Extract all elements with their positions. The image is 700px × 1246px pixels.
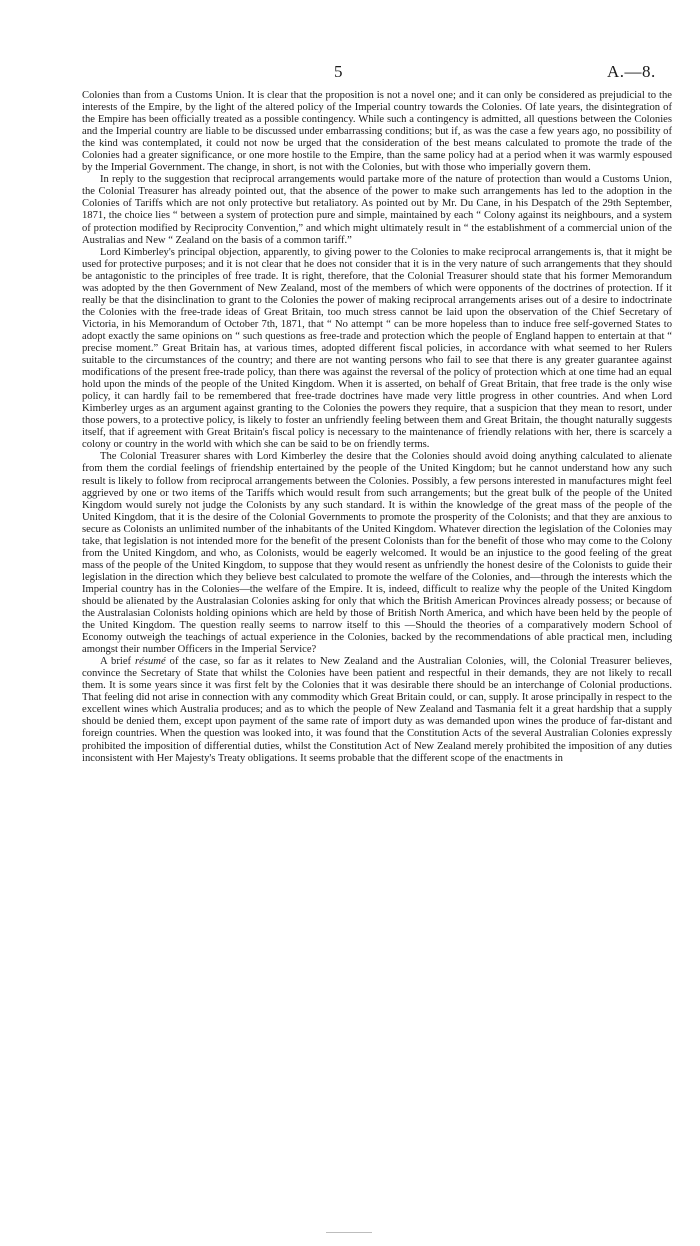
paragraph-5-italic: résumé [135,656,166,668]
paragraph-4: The Colonial Treasurer shares with Lord Kimberley the desire that the Colonies should avoid doing anything calculated to alienate from them the cordial feelings of friendship entertained by the people of the United Kingdom; but he cannot understand how any such result is likely to follow from reciprocal arrangements between the Colonies. Possibly, a few persons interested in manufactures might feel aggrieved by one or two items of the Tariffs which would result from such arrangements; but the great bulk of the people of the United Kingdom would surely not judge the Colonists by any such standard. It is within the knowledge of the great mass of the people of the United Kingdom, that it is the desire of the Colonial Governments to promote the prosperity of the Colonists; and that they are anxious to secure as Colonists an unlimited number of the inhabitants of the United Kingdom. Whatever direction the legislation of the Colonies may take, that legislation is not intended more for the benefit of the present Colonists than for the benefit of those who may come to the Colony from the United Kingdom, and who, as Colonists, would be eagerly welcomed. It would be an injustice to the good feeling of the great mass of the people of the United Kingdom, to suppose that they would resent as unfriendly the honest desire of the Colonists to guide their legislation in the direction which they believe best calculated to promote the welfare of the Colonies, and—through the interests which the Imperial country has in the Colonies—the welfare of the Empire. It is, indeed, difficult to realize why the people of the United Kingdom should be alienated by the Australasian Colonies asking for only that which the British American Provinces already possess; or because of the Australasian Colonists holding opinions which are held by those of British North America, and which have been held by the people of the United Kingdom. The question really seems to narrow itself to this —Should the theories of a comparatively modern School of Economy outweigh the teachings of actual experience in the Colonies, backed by the recommendations of able practical men, including amongst their number Officers in the Imperial Service? [82,451,672,656]
page-rule [326,1232,372,1233]
paragraph-5-rest: of the case, so far as it relates to New Zealand and the Australian Colonies, will, the Colonial Treasurer believes, convince the Secretary of State that whilst the Colonies have been patient and respectful in their demands, they are not likely to recall them. It is some years since it was first felt by the Colonies that it was desirable there should be an interchange of Colonial productions. That feeling did not arise in connection with any commodity which Great Britain could, or can, supply. It arose principally in respect to the excellent wines which Australia produces; and as to which the people of New Zealand and Tasmania felt it a great hardship that a supply should be denied them, except upon payment of the same rate of import duty as was demanded upon wines the produce of far-distant and foreign countries. When the question was looked into, it was found that the Constitution Acts of the several Australian Colonies expressly prohibited the imposition of differential duties, whilst the Constitution Act of New Zealand merely prohibited the imposition of any duties inconsistent with Her Majesty's Treaty obligations. It seems probable that the different scope of the enactments in [82,656,672,764]
page-number: 5 [334,62,343,81]
paragraph-5-start: A brief [100,656,136,668]
paragraph-1: Colonies than from a Customs Union. It is clear that the proposition is not a novel one; and it can only be considered as prejudicial to the interests of the Empire, by the light of the altered policy of the Imperial country towards the Colonies. Of late years, the disintegration of the Empire has been officially treated as a possible contingency. While such a contingency is admitted, all questions between the Colonies and the Imperial country are liable to be discussed under embarrassing conditions; but if, as was the case a few years ago, no possibility of the kind was contemplated, it could not now be urged that the consideration of the best means calculated to promote the trade of the Colonies had a greater significance, or one more hostile to the Empire, than the same policy had at a period when it was warmly espoused by the Imperial Government. The change, in short, is not with the Colonies, but with those who imperially govern them. [82,90,672,174]
paragraph-3: Lord Kimberley's principal objection, apparently, to giving power to the Colonies to make reciprocal arrangements is, that it might be used for protective purposes; and it is not clear that he does not consider that it is in the very nature of such arrangements that they should be antagonistic to the principles of free trade. It is right, therefore, that the Colonial Treasurer should state that his former Memorandum was adopted by the then Government of New Zealand, most of the members of which were opponents of the doctrines of protection. If it really be that the disinclination to grant to the Colonies the power of making reciprocal arrangements arises out of a desire to indoctrinate the Colonies with the free-trade ideas of Great Britain, too much stress cannot be laid upon the observation of the Chief Secretary of Victoria, in his Memorandum of October 7th, 1871, that “ No attempt “ can be more hopeless than to induce free self-governed States to adopt exactly the same opinions on “ such questions as free-trade and protection which the people of England happen to entertain at that “ precise moment.” Great Britain has, at various times, adopted different fiscal policies, in accordance with what seemed to her Rulers suitable to the circumstances of the country; and there are not wanting persons who fail to see that there is any greater guarantee against modifications of the present free-trade policy, than there was against the reversal of the policy of protection which at one time had an equal hold upon the minds of the people of the United Kingdom. When it is asserted, on behalf of Great Britain, that free trade is the only wise policy, it can hardly fail to be remembered that free-trade doctrines have made very little progress in other countries. And when Lord Kimberley urges as an argument against granting to the Colonies the powers they require, that a suspicion that they mean to resort, under those powers, to a protective policy, is likely to foster an unfriendly feeling between them and Great Britain, the thought naturally suggests itself, that if agreement with Great Britain's fiscal policy is necessary to the maintenance of friendly relations with her, there is scarcely a colony or country in the world with which she can be said to be on friendly terms. [82,246,672,451]
body-text [82,90,672,765]
paragraph-2: In reply to the suggestion that reciprocal arrangements would partake more of the nature of protection than would a Customs Union, the Colonial Treasurer has already pointed out, that the absence of the power to make such arrangements has led to the adoption in the Colonies of Tariffs which are not only protective but retaliatory. As pointed out by Mr. Du Cane, in his Despatch of the 29th September, 1871, the choice lies “ between a system of protection pure and simple, maintained by each “ Colony against its neighbours, and a system of protection modified by Reciprocity Convention,” and which might ultimately result in “ the establishment of a commercial union of the Australias and New “ Zealand on the basis of a common tariff.” [82,174,672,246]
document-reference: A.—8. [607,62,656,81]
paragraph-5 [82,656,672,764]
